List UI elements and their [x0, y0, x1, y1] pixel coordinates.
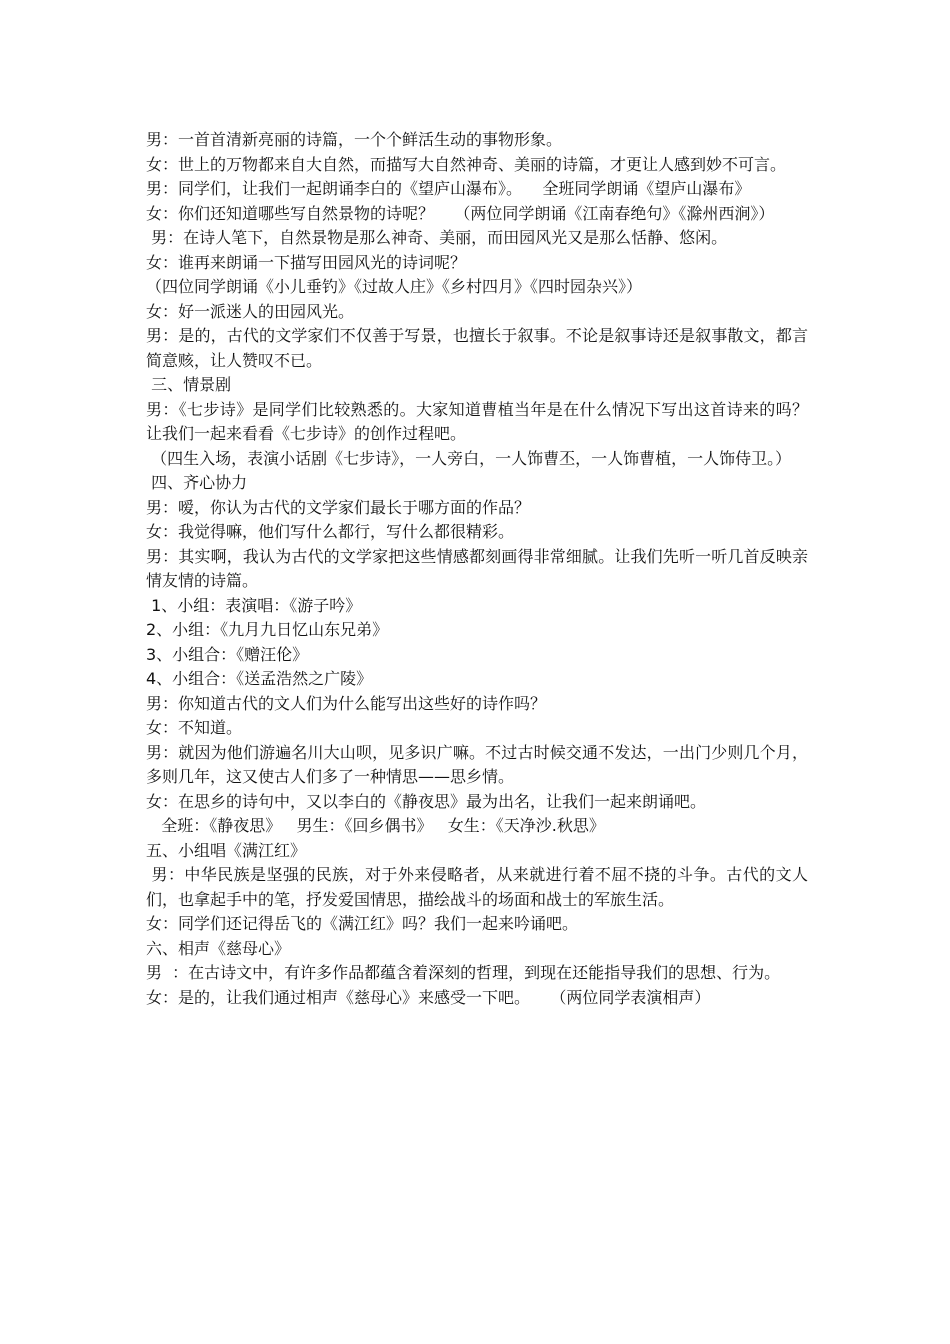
dialogue-line: 女：我觉得嘛，他们写什么都行，写什么都很精彩。	[146, 522, 515, 541]
dialogue-line: 女：你们还知道哪些写自然景物的诗呢？ （两位同学朗诵《江南春绝句》《滁州西涧》）	[146, 203, 775, 223]
section-heading: 四、齐心协力	[146, 473, 248, 492]
dialogue-line: 女：谁再来朗诵一下描写田园风光的诗词呢？	[146, 252, 467, 272]
dialogue-line: 男：中华民族是坚强的民族，对于外来侵略者，从来就进行着不屈不挠的斗争。古代的文人们，也拿起手中的笔，抒发爱国情思，描绘战斗的场面和战士的军旅生活。	[146, 865, 808, 909]
dialogue-line: 女：同学们还记得岳飞的《满江红》吗？我们一起来吟诵吧。	[146, 914, 579, 933]
program-item: 4、小组合：《送孟浩然之广陵》	[146, 669, 373, 688]
dialogue-line: 男：就因为他们游遍名川大山呗，见多识广嘛。不过古时候交通不发达，一出门少则几个月，多则几年，这又使古人们多了一种情思——思乡情。	[146, 742, 808, 786]
dialogue-line: 女：在思乡的诗句中，又以李白的《静夜思》最为出名，让我们一起来朗诵吧。	[146, 791, 707, 811]
dialogue-line: 男：嗳，你认为古代的文学家们最长于哪方面的作品？	[146, 497, 531, 517]
dialogue-line: 女：是的，让我们通过相声《慈母心》来感受一下吧。 （两位同学表演相声）	[146, 987, 711, 1007]
dialogue-line: 女：好一派迷人的田园风光。	[146, 301, 355, 321]
stage-direction: （四生入场，表演小话剧《七步诗》，一人旁白，一人饰曹丕，一人饰曹植，一人饰侍卫。）	[146, 448, 792, 468]
program-item: 1、小组：表演唱：《游子吟》	[146, 595, 362, 615]
dialogue-line: 男：《七步诗》是同学们比较熟悉的。大家知道曹植当年是在什么情况下写出这首诗来的吗？让我们一起来看看《七步诗》的创作过程吧。	[146, 399, 808, 443]
document-page	[146, 128, 808, 1010]
dialogue-line: 男：同学们，让我们一起朗诵李白的《望庐山瀑布》。 全班同学朗诵《望庐山瀑布》	[146, 179, 751, 198]
dialogue-line: 男：在诗人笔下，自然景物是那么神奇、美丽，而田园风光又是那么恬静、悠闲。	[146, 228, 728, 247]
program-item: 2、小组：《九月九日忆山东兄弟》	[146, 620, 389, 639]
dialogue-line: 男：一首首清新亮丽的诗篇，一个个鲜活生动的事物形象。	[146, 130, 563, 149]
program-item: 3、小组合：《赠汪伦》	[146, 644, 309, 664]
dialogue-line: 女：不知道。	[146, 718, 243, 737]
section-heading: 五、小组唱《满江红》	[146, 840, 307, 860]
section-heading: 三、情景剧	[146, 375, 232, 394]
dialogue-line: 男：其实啊，我认为古代的文学家把这些情感都刻画得非常细腻。让我们先听一听几首反映亲情友情的诗篇。	[146, 546, 808, 590]
dialogue-line: 男 ：在古诗文中，有许多作品都蕴含着深刻的哲理，到现在还能指导我们的思想、行为。	[146, 963, 781, 982]
program-item: 全班：《静夜思》 男生：《回乡偶书》 女生：《天净沙.秋思》	[146, 816, 605, 835]
stage-direction: （四位同学朗诵《小儿垂钓》《过故人庄》《乡村四月》《四时园杂兴》）	[146, 277, 643, 296]
dialogue-line: 男：你知道古代的文人们为什么能写出这些好的诗作吗？	[146, 693, 547, 713]
section-heading: 六、相声《慈母心》	[146, 938, 291, 958]
dialogue-line: 女：世上的万物都来自大自然，而描写大自然神奇、美丽的诗篇，才更让人感到妙不可言。	[146, 154, 787, 174]
dialogue-line: 男：是的，古代的文学家们不仅善于写景，也擅长于叙事。不论是叙事诗还是叙事散文，都言简意赅，让人赞叹不已。	[146, 326, 808, 370]
